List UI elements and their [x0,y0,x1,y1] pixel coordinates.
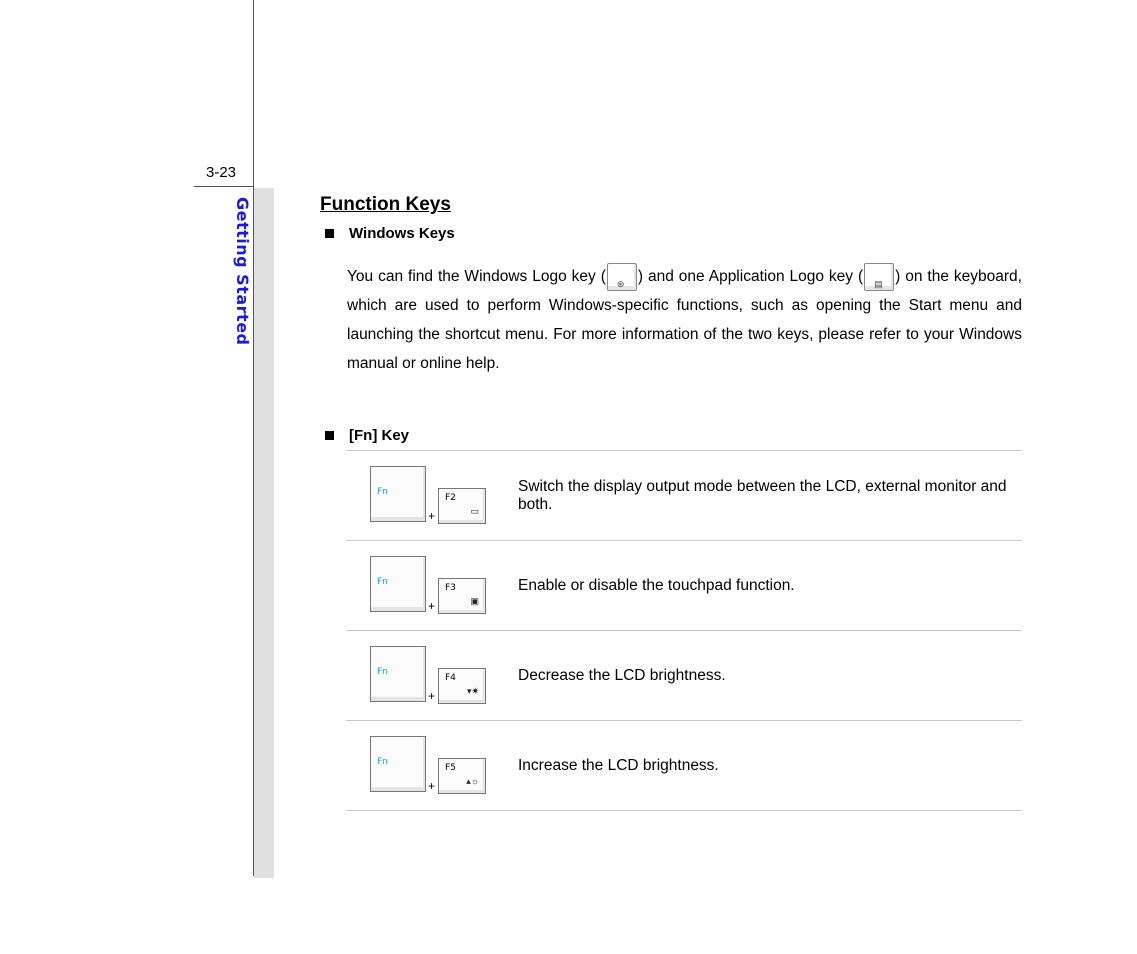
bullet-square-icon [325,431,334,440]
f4-key-image: F4 ▾✷ [438,668,486,704]
fn-description: Switch the display output mode between the LCD, external monitor and both. [518,477,1007,513]
touchpad-icon: ▣ [470,596,479,606]
chapter-title: Getting Started [233,197,252,346]
application-key-icon: ▤ [864,263,894,291]
fn-description: Decrease the LCD brightness. [518,666,726,684]
sidebar-bar [254,188,274,878]
plus-sign: + [428,509,436,523]
fn-key-image: Fn [370,736,426,792]
display-icon: ▭ [470,506,479,516]
fn-key-image: Fn [370,466,426,522]
windows-keys-heading-text: Windows Keys [349,225,455,242]
f3-key-image: F3 ▣ [438,578,486,614]
fn-key-table [346,450,1022,811]
fn-row-f3 [346,540,1022,630]
plus-sign: + [428,599,436,613]
fn-key-image: Fn [370,646,426,702]
windows-keys-heading [325,225,455,242]
page-number-rule [194,186,254,187]
paragraph-text-3: ) on the keyboard, which are used to perform Windows-specific functions, such as opening the Start menu and launching the shortcut menu. For more information of the two keys, please refer to your Windows manual or online help. [347,268,1022,372]
f5-key-image: F5 ▴☼ [438,758,486,794]
windows-logo-key-icon: ⊛ [607,263,637,291]
windows-keys-paragraph [347,262,1022,378]
bullet-square-icon [325,229,334,238]
paragraph-text-2: ) and one Application Logo key ( [637,268,864,285]
fn-row-f4 [346,630,1022,720]
fn-key-heading [325,427,409,444]
section-title: Function Keys [320,194,451,215]
plus-sign: + [428,689,436,703]
page-number: 3-23 [206,164,237,181]
fn-row-f2 [346,450,1022,540]
brightness-up-icon: ▴☼ [466,776,479,786]
fn-description: Increase the LCD brightness. [518,756,719,774]
brightness-down-icon: ▾✷ [466,686,479,696]
paragraph-text-1: You can find the Windows Logo key ( [347,268,606,285]
fn-key-image: Fn [370,556,426,612]
plus-sign: + [428,779,436,793]
fn-description: Enable or disable the touchpad function. [518,576,795,594]
f2-key-image: F2 ▭ [438,488,486,524]
fn-row-f5 [346,720,1022,811]
fn-key-heading-text: [Fn] Key [349,427,409,444]
